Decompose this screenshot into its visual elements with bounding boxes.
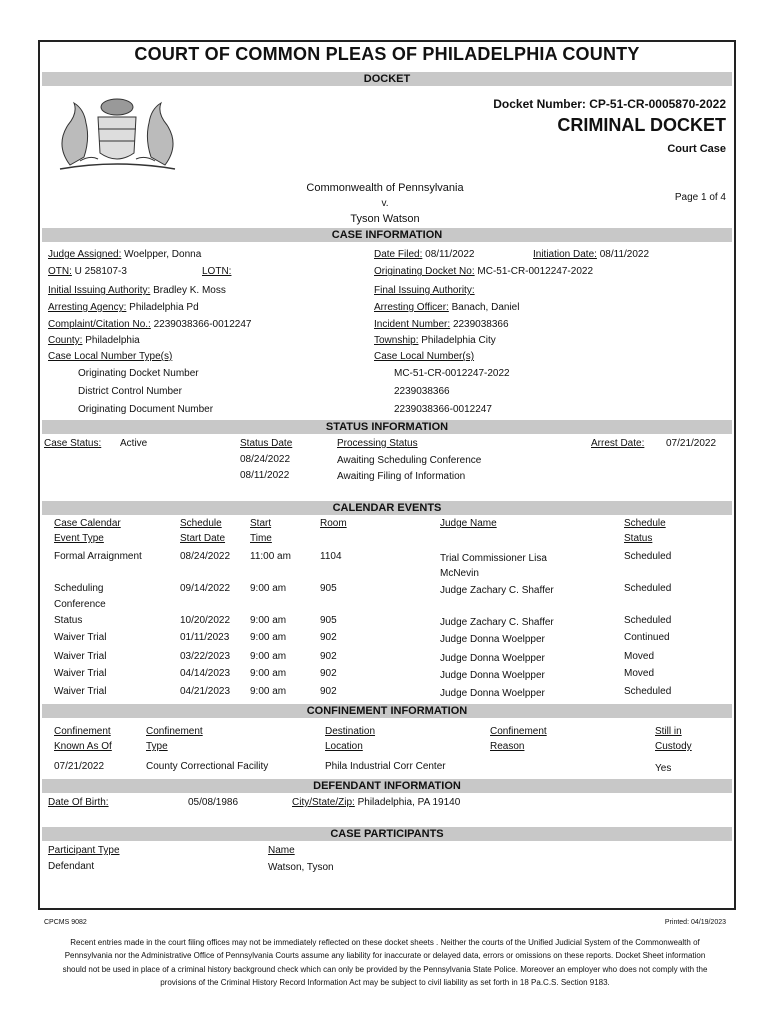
initial-authority-row <box>48 285 226 296</box>
judge-name: Judge Zachary C. Shaffer <box>440 585 554 596</box>
status-row-date: 08/11/2022 <box>240 470 290 481</box>
local-number: MC-51-CR-0012247-2022 <box>394 368 510 379</box>
confinement-type: County Correctional Facility <box>146 761 269 772</box>
form-id: CPCMS 9082 <box>44 919 87 926</box>
still-in-custody: Yes <box>655 763 672 774</box>
room: 902 <box>320 686 337 697</box>
room: 902 <box>320 668 337 679</box>
start-time: 9:00 am <box>250 668 287 679</box>
arrest-date-label: Arrest Date: <box>591 438 645 449</box>
col-destination: Destination <box>325 726 376 737</box>
event-type: Waiver Trial <box>54 632 107 643</box>
event-type: Scheduling <box>54 583 104 594</box>
schedule-status: Scheduled <box>624 686 672 697</box>
schedule-status: Scheduled <box>624 615 672 626</box>
start-time: 9:00 am <box>250 583 287 594</box>
value: Banach, Daniel <box>451 302 520 313</box>
complaint-row <box>48 319 252 330</box>
label: Arresting Agency: <box>48 302 127 313</box>
local-number-type-label: Case Local Number Type(s) <box>48 351 173 362</box>
date-filed-row <box>374 249 474 260</box>
judge-name: Judge Donna Woelpper <box>440 688 545 699</box>
col-confinement-reason: Reason <box>490 741 525 752</box>
versus: v. <box>381 198 389 209</box>
docket-number: Docket Number: CP-51-CR-0005870-2022 <box>493 97 726 111</box>
event-type: Waiver Trial <box>54 651 107 662</box>
court-case-label: Court Case <box>667 143 726 155</box>
event-type: Formal Arraignment <box>54 551 142 562</box>
event-type: Waiver Trial <box>54 686 107 697</box>
initiation-date-row <box>533 249 649 260</box>
label: City/State/Zip: <box>292 797 355 808</box>
col-participant-type: Participant Type <box>48 845 120 856</box>
dob-value: 05/08/1986 <box>188 797 239 808</box>
printed-date: Printed: 04/19/2023 <box>664 919 726 926</box>
room: 905 <box>320 583 337 594</box>
party-commonwealth: Commonwealth of Pennsylvania <box>306 182 464 194</box>
label: Incident Number: <box>374 319 451 330</box>
city-state-zip-row <box>292 797 460 808</box>
schedule-status: Moved <box>624 668 655 679</box>
incident-row <box>374 319 509 330</box>
schedule-status: Scheduled <box>624 551 672 562</box>
col-start-date: Start Date <box>180 533 226 544</box>
pennsylvania-coat-of-arms-icon <box>50 95 185 175</box>
local-number-type: Originating Document Number <box>78 404 214 415</box>
participant-name: Watson, Tyson <box>268 862 334 873</box>
value: 08/11/2022 <box>425 249 475 260</box>
label: County: <box>48 335 83 346</box>
label: Complaint/Citation No.: <box>48 319 151 330</box>
status-date-label: Status Date <box>240 438 293 449</box>
value: Woelpper, Donna <box>124 249 202 260</box>
start-time: 9:00 am <box>250 615 287 626</box>
start-date: 03/22/2023 <box>180 651 231 662</box>
local-number: 2239038366-0012247 <box>394 404 492 415</box>
case-information-heading: CASE INFORMATION <box>42 228 732 242</box>
party-defendant: Tyson Watson <box>350 213 420 225</box>
start-time: 11:00 am <box>250 551 291 562</box>
local-number-type: Originating Docket Number <box>78 368 199 379</box>
value: Philadelphia Pd <box>129 302 199 313</box>
room: 1104 <box>320 551 342 562</box>
value: Bradley K. Moss <box>153 285 226 296</box>
label: Initial Issuing Authority: <box>48 285 151 296</box>
value: Philadelphia City <box>421 335 496 346</box>
arresting-agency-row <box>48 302 199 313</box>
start-date: 04/14/2023 <box>180 668 231 679</box>
col-still-in-custody: Still in <box>655 726 682 737</box>
schedule-status: Scheduled <box>624 583 672 594</box>
arrest-date-value: 07/21/2022 <box>666 438 717 449</box>
col-room: Room <box>320 518 347 529</box>
col-destination: Location <box>325 741 363 752</box>
start-time: 9:00 am <box>250 686 287 697</box>
schedule-status: Continued <box>624 632 670 643</box>
col-start-date: Schedule <box>180 518 222 529</box>
col-known-as-of: Known As Of <box>54 741 112 752</box>
judge-name: Judge Zachary C. Shaffer <box>440 617 554 628</box>
status-row-date: 08/24/2022 <box>240 454 291 465</box>
start-time: 9:00 am <box>250 632 287 643</box>
judge-name-line2: McNevin <box>440 568 479 579</box>
participant-type: Defendant <box>48 861 95 872</box>
case-status-label: Case Status: <box>44 438 102 449</box>
schedule-status: Moved <box>624 651 655 662</box>
label: Initiation Date: <box>533 249 597 260</box>
judge-name: Judge Donna Woelpper <box>440 653 545 664</box>
col-schedule-status: Status <box>624 533 653 544</box>
start-time: 9:00 am <box>250 651 287 662</box>
col-confinement-reason: Confinement <box>490 726 547 737</box>
col-start-time: Time <box>250 533 272 544</box>
label: Arresting Officer: <box>374 302 449 313</box>
local-number: 2239038366 <box>394 386 450 397</box>
col-event-type: Event Type <box>54 533 104 544</box>
col-schedule-status: Schedule <box>624 518 666 529</box>
defendant-information-heading: DEFENDANT INFORMATION <box>42 779 732 793</box>
event-type: Waiver Trial <box>54 668 107 679</box>
value: 08/11/2022 <box>599 249 650 260</box>
col-participant-name: Name <box>268 845 295 856</box>
township-row <box>374 335 496 346</box>
docket-type: CRIMINAL DOCKET <box>557 115 726 135</box>
label: Judge Assigned: <box>48 249 122 260</box>
value: 2239038366-0012247 <box>153 319 252 330</box>
court-title: COURT OF COMMON PLEAS OF PHILADELPHIA COUNTY <box>134 44 640 64</box>
value: Philadelphia <box>85 335 140 346</box>
county-row <box>48 335 140 346</box>
lotn-label: LOTN: <box>202 266 232 277</box>
col-confinement-type: Type <box>146 741 168 752</box>
start-date: 04/21/2023 <box>180 686 231 697</box>
case-participants-heading: CASE PARTICIPANTS <box>42 827 732 841</box>
room: 902 <box>320 651 337 662</box>
confinement-known-as-of: 07/21/2022 <box>54 761 105 772</box>
judge-assigned-row <box>48 249 201 260</box>
col-known-as-of: Confinement <box>54 726 111 737</box>
col-start-time: Start <box>250 518 272 529</box>
confinement-location: Phila Industrial Corr Center <box>325 761 446 772</box>
status-row-status: Awaiting Filing of Information <box>337 471 466 482</box>
judge-name: Trial Commissioner Lisa <box>440 553 547 564</box>
label: Date Filed: <box>374 249 423 260</box>
confinement-information-heading: CONFINEMENT INFORMATION <box>42 704 732 718</box>
room: 905 <box>320 615 337 626</box>
case-status-value: Active <box>120 438 148 449</box>
event-type-line2: Conference <box>54 599 106 610</box>
label: Originating Docket No: <box>374 266 475 277</box>
final-authority-label: Final Issuing Authority: <box>374 285 475 296</box>
value: U 258107-3 <box>74 266 127 277</box>
start-date: 10/20/2022 <box>180 615 231 626</box>
col-event-type: Case Calendar <box>54 518 121 529</box>
status-row-status: Awaiting Scheduling Conference <box>337 455 482 466</box>
value: 2239038366 <box>452 319 509 330</box>
local-number-label: Case Local Number(s) <box>374 351 475 362</box>
otn-row <box>48 266 127 277</box>
docket-bar: DOCKET <box>42 72 732 86</box>
value: Philadelphia, PA 19140 <box>357 797 461 808</box>
event-type: Status <box>54 615 83 626</box>
local-number-type: District Control Number <box>78 386 182 397</box>
page-indicator: Page 1 of 4 <box>674 192 726 203</box>
dob-label: Date Of Birth: <box>48 797 109 808</box>
status-information-heading: STATUS INFORMATION <box>42 420 732 434</box>
label: OTN: <box>48 266 72 277</box>
col-judge-name: Judge Name <box>440 518 497 529</box>
col-still-in-custody: Custody <box>655 741 692 752</box>
calendar-events-heading: CALENDAR EVENTS <box>42 501 732 515</box>
label: Township: <box>374 335 419 346</box>
judge-name: Judge Donna Woelpper <box>440 670 545 681</box>
originating-docket-row <box>374 266 593 277</box>
value: MC-51-CR-0012247-2022 <box>477 266 594 277</box>
col-confinement-type: Confinement <box>146 726 203 737</box>
room: 902 <box>320 632 337 643</box>
start-date: 01/11/2023 <box>180 632 230 643</box>
start-date: 09/14/2022 <box>180 583 231 594</box>
judge-name: Judge Donna Woelpper <box>440 634 545 645</box>
start-date: 08/24/2022 <box>180 551 231 562</box>
disclaimer: Recent entries made in the court filing offices may not be immediately reflected on these docket sheets . Neither the courts of the Unified Judicial System of the Commonwealth of Pennsylvania nor the Administrative Office of Pennsylvania Courts assume any liability for inaccurate or delayed data, errors or omissions on these reports. Docket Sheet information should not be used in place of a criminal history background check which can only be provided by the Pennsylvania State Police. Moreover an employer who does not comply with the provisions of the Criminal History Record Information Act may be subject to civil liability as set forth in 18 Pa.C.S. Section 9183. <box>62 938 708 988</box>
arresting-officer-row <box>374 302 519 313</box>
processing-status-label: Processing Status <box>337 438 418 449</box>
